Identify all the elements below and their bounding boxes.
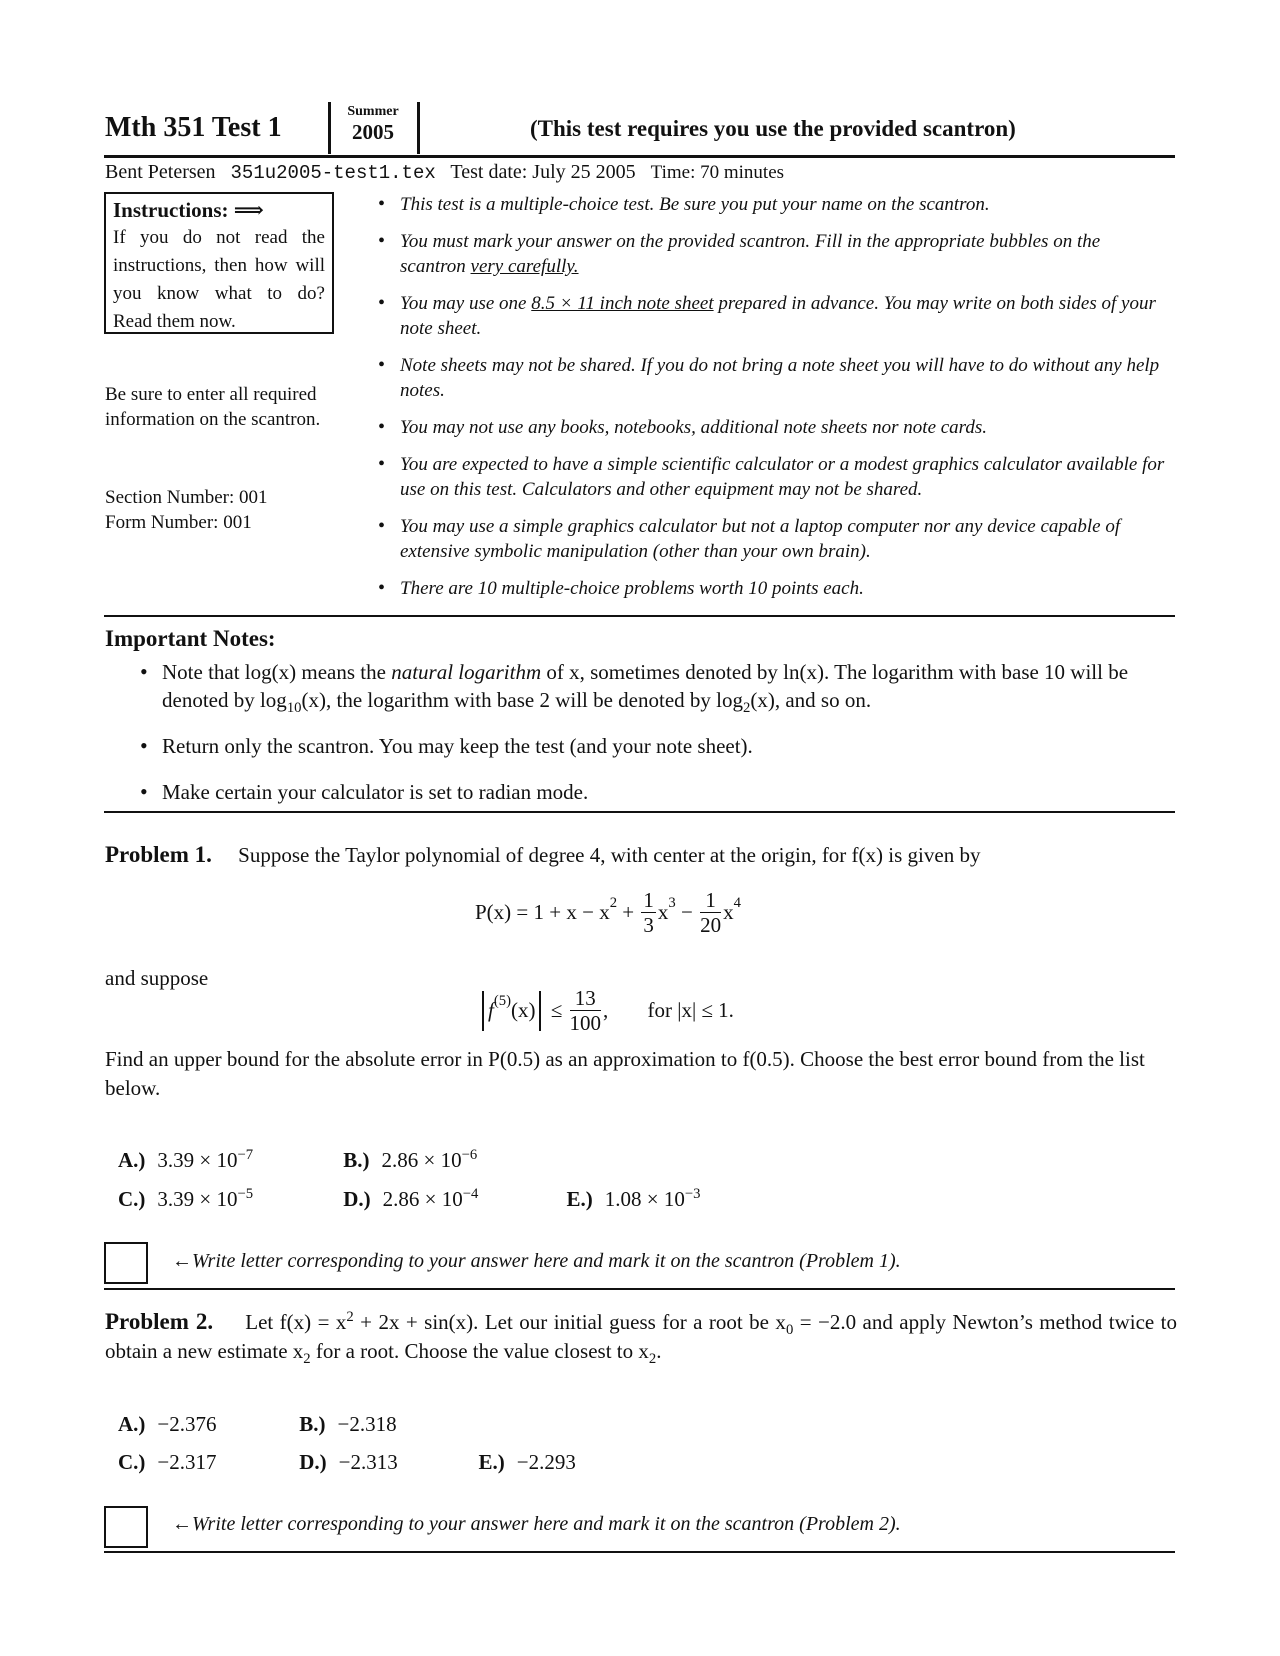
- test-time: Time: 70 minutes: [650, 162, 785, 183]
- section-rule: [104, 811, 1175, 813]
- important-note: • Return only the scantron. You may keep the test (and your note sheet).: [140, 732, 1170, 760]
- meta-line: [105, 161, 784, 184]
- section-rule: [104, 1551, 1175, 1553]
- choice-e[interactable]: E.) $1.08 \times 10^{-3}$: [566, 1186, 701, 1211]
- problem2-label: Problem 2.: [105, 1309, 214, 1334]
- important-note: • Make certain your calculator is set to radian mode.: [140, 778, 1170, 806]
- problem2-text: Problem 2. Let $f(x) = x^2 + 2x + \sin(x)$. Let our initial guess for a root be $x_0 = -2.0$ and apply Newton’s method twice to obtain a new estimate $x_2$ for a root. Choose the value closest to $x_2$.: [105, 1309, 1177, 1368]
- choice-c[interactable]: C.) −2.317: [118, 1450, 217, 1474]
- instruction-bullets: [378, 192, 1168, 613]
- choice-e[interactable]: E.) −2.293: [478, 1450, 576, 1474]
- section-rule: [104, 615, 1175, 617]
- instructions-heading: Instructions: ⟹: [113, 198, 264, 222]
- section-info: [105, 485, 268, 535]
- derivative-bound: $f^{(5)}(x)$ ≤ $\frac{13}{100}$ , for |x| ≤ 1.: [478, 986, 734, 1035]
- problem1-choices-row2: [118, 1187, 700, 1212]
- and-suppose: and suppose: [105, 966, 209, 990]
- bullet-item: • You are expected to have a simple scientific calculator or a modest graphics calculator available for use on this test. Calculators and other equipment may not be shared.: [378, 452, 1168, 502]
- choice-c[interactable]: C.) $3.39 \times 10^{-5}$: [118, 1186, 254, 1211]
- problem1-choices-row1: [118, 1148, 477, 1173]
- form-number: Form Number: 001: [105, 512, 252, 533]
- bullet-item: • This test is a multiple-choice test. Be sure you put your name on the scantron.: [378, 192, 1168, 217]
- semester-label: Summer: [347, 104, 399, 119]
- instructions-box: [104, 192, 334, 334]
- problem2-answer-box[interactable]: [104, 1506, 148, 1548]
- header-rule: [104, 155, 1175, 158]
- choice-b[interactable]: B.) −2.318: [299, 1412, 397, 1436]
- test-title: Mth 351 Test 1: [105, 112, 282, 143]
- semester-year: 2005: [352, 120, 394, 144]
- taylor-polynomial: $P(x) = 1 + x - x^2$ + $\frac{1}{3}$ $x^3$ − $\frac{1}{20}$ $x^4$: [475, 888, 741, 937]
- section-rule: [104, 1288, 1175, 1290]
- author: Bent Petersen: [105, 161, 216, 183]
- choice-b[interactable]: B.) $2.86 \times 10^{-6}$: [343, 1147, 478, 1172]
- bullet-item: • You may use one 8.5 × 11 inch note sheet prepared in advance. You may write on both sides of your note sheet.: [378, 291, 1168, 341]
- important-note: • Note that log(x) means the natural logarithm of x, sometimes denoted by ln(x). The logarithm with base 10 will be denoted by $\log_{10}(x)$, the logarithm with base 2 will be denoted by $\log_2(x)$, and so on.: [140, 658, 1170, 714]
- bullet-item: • You may not use any books, notebooks, additional note sheets nor note cards.: [378, 415, 1168, 440]
- important-heading: Important Notes:: [105, 626, 276, 651]
- choice-a[interactable]: A.) $3.39 \times 10^{-7}$: [118, 1147, 254, 1172]
- bullet-item: • Note sheets may not be shared. If you do not bring a note sheet you will have to do without any help notes.: [378, 353, 1168, 403]
- problem2-choices-row1: [118, 1412, 397, 1437]
- section-number: Section Number: 001: [105, 487, 268, 508]
- bullet-item: • You may use a simple graphics calculator but not a laptop computer nor any device capable of extensive symbolic manipulation (other than your own brain).: [378, 514, 1168, 564]
- problem1-answer-box[interactable]: [104, 1242, 148, 1284]
- side-note: Be sure to enter all required information on the scantron.: [105, 384, 321, 430]
- bullet-item: • There are 10 multiple-choice problems worth 10 points each.: [378, 576, 1168, 601]
- bullet-item: • You must mark your answer on the provided scantron. Fill in the appropriate bubbles on the scantron very carefully.: [378, 229, 1168, 279]
- instructions-text: If you do not read the instructions, then how will you know what to do? Read them now.: [113, 227, 325, 332]
- problem1-label: Problem 1.: [105, 842, 212, 867]
- scantron-note: (This test requires you use the provided scantron): [530, 116, 1016, 141]
- choice-d[interactable]: D.) $2.86 \times 10^{-4}$: [343, 1186, 479, 1211]
- filename: 351u2005-test1.tex: [230, 162, 436, 184]
- problem1-answer-prompt: ←Write letter corresponding to your answer here and mark it on the scantron (Problem 1).: [172, 1250, 901, 1272]
- problem2-choices-row2: [118, 1450, 576, 1475]
- problem1-intro: Suppose the Taylor polynomial of degree 4, with center at the origin, for f(x) is given by: [238, 843, 981, 867]
- problem1-intro-line: [105, 840, 1185, 870]
- test-date: Test date: July 25 2005: [450, 161, 636, 183]
- problem1-question: Find an upper bound for the absolute error in P(0.5) as an approximation to f(0.5). Choose the best error bound from the list below.: [105, 1047, 1145, 1100]
- choice-a[interactable]: A.) −2.376: [118, 1412, 217, 1436]
- problem2-answer-prompt: ←Write letter corresponding to your answer here and mark it on the scantron (Problem 2).: [172, 1513, 901, 1535]
- important-list: [140, 658, 1170, 824]
- choice-d[interactable]: D.) −2.313: [299, 1450, 398, 1474]
